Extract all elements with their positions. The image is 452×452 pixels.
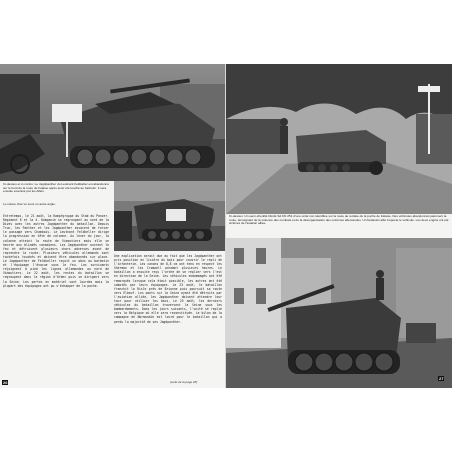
caption-top-left: Ci-dessus et ci-contre: Le Jagdpanther du Leutnant Feldkeller est abandonné sur le bord de la route de Falaise après avoir été touché au barbotin. Il sera ensuite examiné par les Alliés. xyxy=(3,182,109,194)
photo-jagdpanther-village-image xyxy=(0,64,226,181)
photo-halftrack-road xyxy=(226,64,452,214)
right-page xyxy=(226,64,452,388)
suite-label: (suite de la page 28) xyxy=(170,380,198,384)
page-number-right: 27 xyxy=(439,376,444,381)
photo-jagdpanther-side-image xyxy=(114,181,226,251)
page-number-left: 26 xyxy=(3,380,8,385)
caption-mid-left: Le même char vu sous un autre angle. xyxy=(3,202,56,206)
photo-self-propelled-gun-image xyxy=(226,238,452,388)
left-page xyxy=(0,64,226,388)
photo-halftrack-road-image xyxy=(226,64,452,214)
photo-jagdpanther-village xyxy=(0,64,226,181)
body-text-column-1: Entretemps, le 21 août, la Kampfgruppe du Stab du Panzer-Regiment 6 et la 4. Kompanie se regroupent au nord de la Dives avec les autres Jagdpanther du bataillon. Depuis Trun, les Panther et les Jagdpanther essaient de forcer le passage vers Chambois. Le Leutnant Feldkeller dirige la progression en tête de colonne. Au lever du jour, la colonne atteint la route de Vimoutiers mais elle se heurte aux blindés canadiens. Les Jagdpanther ouvrent le feu et détruisent plusieurs chars adverses avant de reprendre la route. Plusieurs véhicules allemands sont toutefois touchés et doivent être abandonnés sur place. Le Jagdpanther de Feldkeller reçoit un obus au barbotin et l'équipage l'évacue sous le feu. Les survivants rejoignent à pied les lignes allemandes au nord de Vimoutiers. Le 22 août, les restes du bataillon se regroupent dans la région d'Orbec puis se dirigent vers la Seine. Les pertes en matériel sont lourdes mais la plupart des équipages ont pu s'échapper de la poche. xyxy=(3,214,109,288)
photo-self-propelled-gun-village xyxy=(226,238,452,388)
caption-top-right: Ci-dessus: Un semi-chenillé blindé Sd.Kfz 251 d'une unité non identifiée sur la route de retraite de la poche de Falaise. Des véhicules abandonnés jalonnent la route, témoignant de la violence des combats et de la désorganisation des colonnes allemandes. Un fantassin allié inspecte le véhicule. Les deux engins ont été victimes de l'aviation alliée. xyxy=(229,214,449,226)
photo-jagdpanther-side xyxy=(114,181,226,251)
body-text-column-2: Une explication serait due au fait que les Jagdpanther ont pris position en lisière du bois pour couvrir le repli de l'infanterie. Les canons de 8,8 cm ont tenu en respect les Sherman et les Cromwell pendant plusieurs heures. Le bataillon a ensuite reçu l'ordre de se replier vers l'est en direction de la Seine. Les véhicules endommagés ont été remorqués lorsque cela était possible, les autres ont été sabotés par leurs équipages. Le 23 août, le bataillon franchit la Risle près de Brionne puis poursuit sa route vers Elbeuf. Les ponts sur la Seine ayant été détruits par l'aviation alliée, les Jagdpanther doivent attendre leur tour pour utiliser les bacs. Le 25 août, les derniers véhicules du bataillon traversent la Seine sous les bombardements. Dans les jours suivants, l'unité se replie vers la Belgique où elle sera reconstituée. Le bilan de la campagne de Normandie est lourd pour le bataillon qui a perdu la majorité de ses Jagdpanther. xyxy=(114,254,222,324)
